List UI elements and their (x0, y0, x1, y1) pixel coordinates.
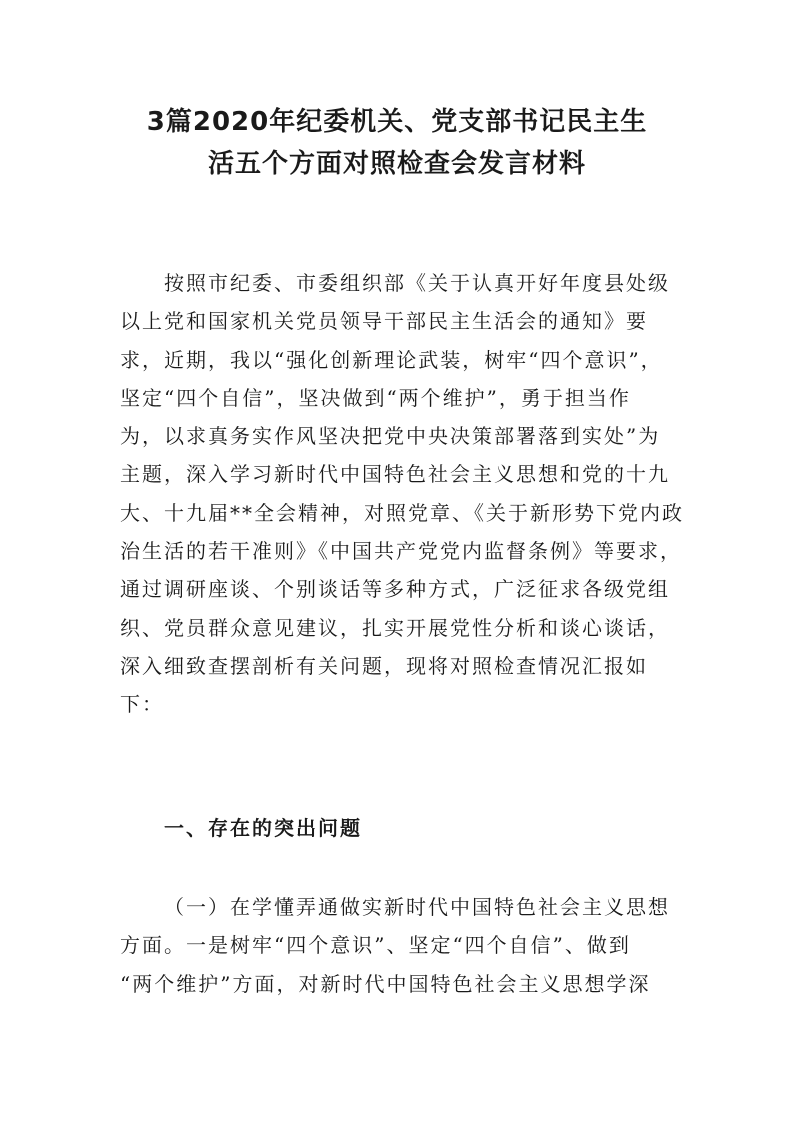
paragraph-line: 治生活的若干准则》《中国共产党党内监督条例》等要求， (120, 539, 682, 564)
intro-paragraph (120, 264, 684, 724)
paragraph-line: 坚定“四个自信”，坚决做到“两个维护”，勇于担当作 (120, 385, 631, 410)
section-paragraph (120, 888, 680, 1003)
paragraph-line: 以上党和国家机关党员领导干部民主生活会的通知》要 (120, 309, 648, 334)
paragraph-line: 按照市纪委、市委组织部《关于认真开好年度县处级 (164, 271, 670, 295)
paragraph-line: 深入细致查摆剖析有关问题，现将对照检查情况汇报如 (120, 653, 648, 678)
paragraph-line: 求，近期，我以“强化创新理论武装，树牢“四个意识”， (120, 347, 663, 372)
paragraph-line: （一）在学懂弄通做实新时代中国特色社会主义思想 (164, 895, 670, 919)
document-title-line-1: 3篇2020年纪委机关、党支部书记民主生 (146, 107, 648, 137)
document-title-line-2: 活五个方面对照检查会发言材料 (207, 149, 586, 179)
paragraph-line: 织、党员群众意见建议，扎实开展党性分析和谈心谈话， (120, 615, 670, 640)
paragraph-line: “两个维护”方面，对新时代中国特色社会主义思想学深 (120, 971, 651, 996)
paragraph-line: 主题，深入学习新时代中国特色社会主义思想和党的十九 (120, 462, 670, 487)
paragraph-line: 大、十九届**全会精神，对照党章、《关于新形势下党内政 (120, 500, 684, 525)
paragraph-line: 通过调研座谈、个别谈话等多种方式，广泛征求各级党组 (120, 577, 670, 602)
paragraph-line: 为，以求真务实作风坚决把党中央决策部署落到实处”为 (120, 424, 661, 449)
paragraph-line: 下： (120, 692, 164, 717)
paragraph-line: 方面。一是树牢“四个意识”、坚定“四个自信”、做到 (120, 933, 631, 958)
section-heading: 一、存在的突出问题 (164, 816, 362, 840)
